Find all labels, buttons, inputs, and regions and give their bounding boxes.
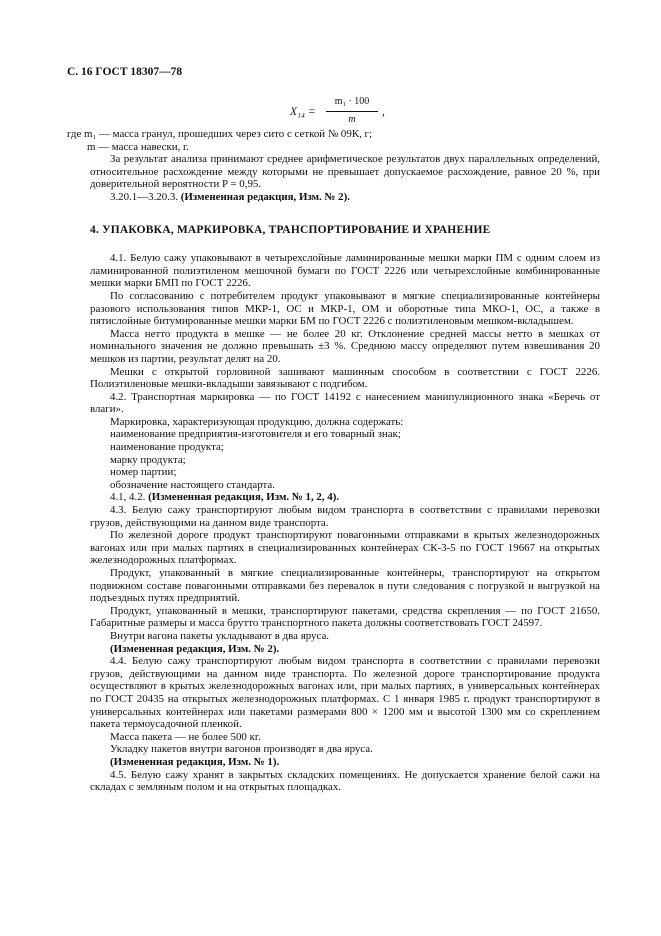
paragraph: Мешки с открытой горловиной зашивают машинным способом в соответствии с ГОСТ 2226. Полиэтиленовые мешки-вкладыши завязывают с подгибом. <box>90 365 600 391</box>
formula-comma: , <box>382 106 385 118</box>
list-item: наименование продукта; <box>110 441 224 454</box>
formula-x14 <box>290 96 410 132</box>
paragraph: где m₁ — масса гранул, прошедших через сито с сеткой № 09К, г; <box>67 128 373 140</box>
paragraph: 4.4. Белую сажу транспортируют любым видом транспорта в соответствии с правилами перевозки грузов, действующими на данном виде транспорта. По железной дороге транспортирование продукта осуществляют в крытых железнодорожных вагонах или, при малых партиях, в универсальных контейнерах по ГОСТ 20435 на открытых железнодорожных платформах. С 1 января 1985 г. продукт транспортируют в универсальных контейнерах или пакетами размерами 800 × 1200 мм и высотой 1300 мм со скреплением пакета термоусадочной пленкой. <box>90 655 600 731</box>
list-item: обозначение настоящего стандарта. <box>110 478 275 491</box>
paragraph: 4.2. Транспортная маркировка — по ГОСТ 14192 с нанесением манипуляционного знака «Беречь от влаги». <box>90 390 600 416</box>
paragraph: Масса пакета — не более 500 кг. <box>110 730 261 743</box>
paragraph: 4.5. Белую сажу хранят в закрытых складских помещениях. Не допускается хранение белой сажи на складах с земляным полом и на открытых площадках. <box>90 768 600 794</box>
section-title: 4. УПАКОВКА, МАРКИРОВКА, ТРАНСПОРТИРОВАНИЕ И ХРАНЕНИЕ <box>90 223 491 236</box>
paragraph: Внутри вагона пакеты укладывают в два яруса. <box>110 629 330 642</box>
paragraph: Масса нетто продукта в мешке — не более 20 кг. Отклонение средней массы нетто в мешках от номинального значения не должно превышать ±3 %. Среднюю массу определяют путем взвешивания 20 мешков из партии, результат делят на 20. <box>90 327 600 365</box>
formula-denominator: m <box>348 114 356 125</box>
formula-numerator: m₁ · 100 <box>334 96 370 107</box>
formula-lhs: X₁₄ = <box>290 106 316 118</box>
paragraph: По согласованию с потребителем продукт упаковывают в мягкие специализированные контейнеры разового использования типов МКР-1, ОС и МКР-1, ОМ и оборотные типа МКО-1, ОС, а также в пятислойные битумированные мешки марки БМ по ГОСТ 2226 с полиэтиленовым мешком-вкладышем. <box>90 289 600 328</box>
fraction-bar <box>326 111 378 112</box>
paragraph: 4.3. Белую сажу транспортируют любым видом транспорта в соответствии с правилами перевозки грузов, действующими на данном виде транспорта. <box>90 504 600 529</box>
paragraph: Маркировка, характеризующая продукцию, должна содержать: <box>110 415 404 428</box>
paragraph: 4.1. Белую сажу упаковывают в четырехслойные ламинированные мешки марки ПМ с одним слоем из ламинированной полиэтиленом мешочной бумаги по ГОСТ 2226 или четырехслойные комбинированные мешки марки БМП по ГОСТ 2226. <box>90 252 600 290</box>
page-header: С. 16 ГОСТ 18307—78 <box>67 66 183 78</box>
amendment-note: (Измененная редакция, Изм. № 1). <box>110 755 280 768</box>
list-item: марку продукта; <box>110 453 186 466</box>
amendment-note: 4.1, 4.2. (Измененная редакция, Изм. № 1, 2, 4). <box>110 491 340 504</box>
amendment-note: 3.20.1—3.20.3. (Измененная редакция, Изм. № 2). <box>110 190 350 203</box>
paragraph: За результат анализа принимают среднее арифметическое результатов двух параллельных определений, относительное расхождение между которыми не превышает допускаемое расхождение, равное 20 %, при доверительной вероятности P = 0,95. <box>90 153 600 191</box>
paragraph: m — масса навески, г. <box>87 140 190 153</box>
amendment-note: (Измененная редакция, Изм. № 2). <box>110 642 280 655</box>
list-item: наименование предприятия-изготовителя и его товарный знак; <box>110 428 401 441</box>
paragraph: Продукт, упакованный в мягкие специализированные контейнеры, транспортируют на открытом подвижном составе повагонными отправками без перевалок в пути следования с погрузкой и выгрузкой на подъездных путях предприятий. <box>90 567 600 605</box>
paragraph: По железной дороге продукт транспортируют повагонными отправками в крытых железнодорожных вагонах или при малых партиях в специализированных контейнерах СК-3-5 по ГОСТ 19667 на открытых железнодорожных платформах. <box>90 529 600 567</box>
paragraph: Укладку пакетов внутри вагонов производят в два яруса. <box>110 743 373 756</box>
body-text <box>67 128 600 794</box>
paragraph: Продукт, упакованный в мешки, транспортируют пакетами, средства скрепления — по ГОСТ 21650. Габаритные размеры и масса брутто транспортного пакета должны соответствовать ГОСТ 24597. <box>90 604 600 630</box>
list-item: номер партии; <box>110 466 177 479</box>
